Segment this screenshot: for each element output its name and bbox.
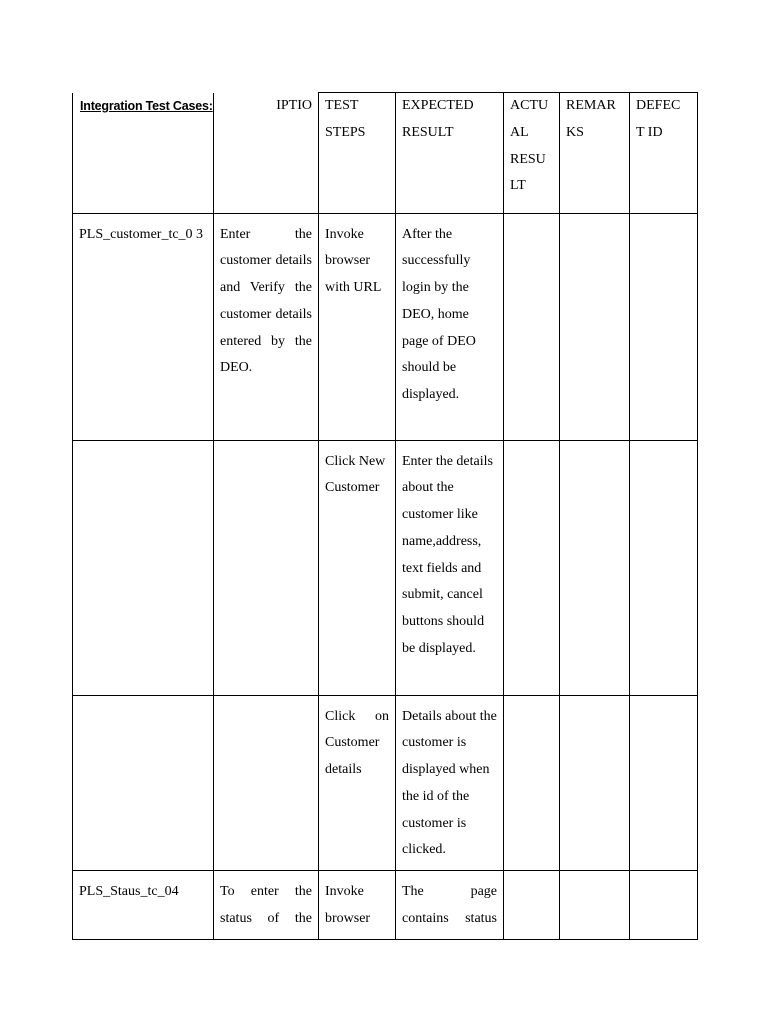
header-cell-expected-result: EXPECTED RESULT — [396, 93, 504, 214]
header-cell-description: IPTIO — [214, 93, 319, 214]
cell-test-case-id — [73, 695, 214, 871]
cell-test-steps: Invoke browser with URL — [319, 213, 396, 440]
cell-description: Enter the customer details and Verify the customer details entered by the DEO. — [214, 213, 319, 440]
cell-description — [214, 695, 319, 871]
cell-expected-result: After the successfully login by the DEO, home page of DEO should be displayed. — [396, 213, 504, 440]
cell-remarks — [560, 440, 630, 695]
cell-test-steps: Click New Customer — [319, 440, 396, 695]
cell-expected-result: Enter the details about the customer like name,address, text fields and submit, cancel buttons should be displayed. — [396, 440, 504, 695]
cell-defect-id — [630, 213, 698, 440]
header-cell-actual-result: ACTU AL RESU LT — [504, 93, 560, 214]
cell-actual-result — [504, 440, 560, 695]
table-header-row — [73, 93, 698, 214]
cell-test-case-id — [73, 440, 214, 695]
integration-test-cases-table — [72, 92, 698, 940]
cell-expected-result: Details about the customer is displayed when the id of the customer is clicked. — [396, 695, 504, 871]
cell-test-case-id: PLS_customer_tc_0 3 — [73, 213, 214, 440]
cell-expected-result: The page contains status — [396, 871, 504, 940]
cell-test-steps: Invoke browser — [319, 871, 396, 940]
cell-remarks — [560, 213, 630, 440]
cell-actual-result — [504, 213, 560, 440]
cell-description: To enter the status of the — [214, 871, 319, 940]
cell-defect-id — [630, 871, 698, 940]
table-row — [73, 695, 698, 871]
cell-actual-result — [504, 871, 560, 940]
cell-actual-result — [504, 695, 560, 871]
cell-description — [214, 440, 319, 695]
cell-test-steps: Click on Customer details — [319, 695, 396, 871]
cell-defect-id — [630, 440, 698, 695]
header-cell-defect-id: DEFEC T ID — [630, 93, 698, 214]
header-cell-id — [73, 93, 214, 214]
cell-test-case-id: PLS_Staus_tc_04 — [73, 871, 214, 940]
header-cell-test-steps: TEST STEPS — [319, 93, 396, 214]
table-row — [73, 213, 698, 440]
table-row — [73, 440, 698, 695]
cell-remarks — [560, 871, 630, 940]
cell-remarks — [560, 695, 630, 871]
table-row — [73, 871, 698, 940]
header-cell-remarks: REMAR KS — [560, 93, 630, 214]
page-heading: Integration Test Cases: — [80, 99, 213, 113]
cell-defect-id — [630, 695, 698, 871]
